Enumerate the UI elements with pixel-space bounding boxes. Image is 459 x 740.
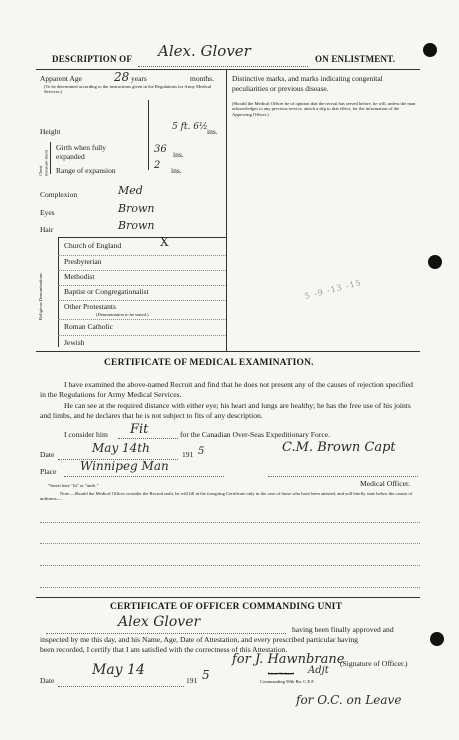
complexion-label: Complexion (40, 190, 78, 199)
range-ins: ins. (171, 166, 182, 175)
chest-group-label: Chest measure-ment (38, 149, 49, 176)
co-recruit-name: Alex Glover (118, 614, 201, 630)
religion-bracket (58, 237, 59, 347)
stamped-number: 5 -9 -13 -15 (303, 278, 363, 301)
religion-item: Baptist or Congregationalist (64, 287, 149, 296)
insert-note: *Insert here "fit" or "unfit." (48, 483, 99, 488)
religion-divider (58, 319, 226, 320)
co-year-prefix: 191 (186, 676, 198, 685)
unfitness-line (40, 522, 420, 523)
girth-ins: ins. (173, 150, 184, 159)
co-date-value: May 14 (92, 662, 145, 678)
medical-para-2: He can see at the required distance with either eye; his heart and lungs are healthy; he has the free use of his joints and limbs, and he declares that he is not subject to fits of any description. (40, 401, 411, 420)
medical-date-value: May 14th (92, 441, 150, 455)
header-name-line (138, 60, 308, 67)
unfitness-line (40, 543, 420, 544)
place-value: Winnipeg Man (80, 459, 169, 473)
place-label: Place (40, 467, 57, 476)
medical-date-label: Date (40, 450, 55, 459)
medical-year-prefix: 191 (182, 450, 194, 459)
height-value: 5 ft. 6½ (172, 122, 208, 132)
medical-officer-label: Medical Officer. (360, 479, 411, 488)
unfitness-line (40, 565, 420, 566)
medical-para-1: I have examined the above-named Recruit and find that he does not present any of the causes of rejection specified in the Regulations for Army Medical Services. (40, 380, 413, 399)
punch-hole-middle (428, 255, 442, 269)
height-ins: ins. (207, 127, 218, 136)
eyes-label: Eyes (40, 208, 55, 217)
header-title-left: DESCRIPTION OF (52, 54, 133, 64)
religion-item: Other Protestants (64, 302, 116, 311)
co-date-line (58, 680, 184, 687)
co-cert-title: CERTIFICATE OF OFFICER COMMANDING UNIT (110, 602, 343, 612)
religion-item: Methodist (64, 272, 95, 281)
co-rank-hand: Adjt (308, 665, 329, 676)
age-label: Apparent Age (40, 74, 82, 83)
co-rank-typed: Lieut-Colonel (268, 671, 294, 676)
mid-rule (36, 351, 420, 352)
religion-divider (58, 335, 226, 336)
punch-hole-bottom (430, 632, 444, 646)
girth-value: 36 (154, 144, 167, 155)
header-title-right: ON ENLISTMENT. (315, 54, 396, 64)
consider-suffix: for the Canadian Over-Seas Expeditionary Force. (180, 430, 330, 439)
top-rule (36, 69, 420, 70)
months-label: months. (190, 74, 214, 83)
unfitness-note: Note.—Should the Medical Officer consider the Recruit unfit, he will fill in the foregoing Certificate only in the case of those who have been attested, and will briefly state below the causes of unfitness:— (40, 491, 413, 502)
punch-hole-top (423, 43, 437, 57)
officer-sign-line (268, 470, 418, 477)
religion-divider (58, 300, 226, 301)
chest-bracket (50, 142, 51, 174)
religion-item: Church of England (64, 241, 122, 250)
unfitness-line (40, 587, 420, 588)
religion-divider (58, 285, 226, 286)
co-rule (36, 597, 420, 598)
girth-label: Girth when fully expanded (56, 143, 106, 161)
complexion-value: Med (118, 184, 143, 197)
co-text-3: been recorded, I certify that I am satisfied with the correctness of this Attestation. (40, 645, 288, 654)
co-unit-typed: Commanding 90th Bn. C.E.F. (260, 679, 315, 684)
consider-prefix: I consider him (64, 430, 108, 439)
co-text-1: having been finally approved and (292, 625, 394, 634)
range-label: Range of expansion (56, 166, 116, 175)
co-leave-note: for O.C. on Leave (296, 693, 402, 707)
age-value: 28 (114, 70, 130, 84)
eyes-value: Brown (118, 202, 155, 215)
years-label: years (131, 74, 147, 83)
age-note: (To be determined according to the instructions given in the Regulations for Army Medical Services.) (44, 84, 212, 95)
religion-item: Presbyterian (64, 257, 102, 266)
column-divider (226, 69, 227, 351)
hair-value: Brown (118, 219, 155, 232)
co-year-digit: 5 (202, 668, 210, 682)
religion-item: Jewish (64, 338, 85, 347)
religion-divider (58, 270, 226, 271)
religion-group-label: Religious Denominations (38, 273, 43, 321)
fitness-value: Fit (130, 422, 149, 437)
co-signature-label: (Signature of Officer.) (340, 659, 408, 668)
religion-top-rule (58, 237, 226, 238)
co-text-2: inspected by me this day, and his Name, Age, Date of Attestation, and every prescribed particular having (40, 635, 358, 644)
distinctive-marks-note: (Should the Medical Officer be of opinion that the recruit has served before, he will, unless the man acknowledges to any previous service, attach a slip to that effect, for the information of the Approving Officer.) (232, 101, 416, 117)
co-signature: for J. Hawnbrane (232, 652, 345, 667)
religion-divider (58, 255, 226, 256)
religion-item: Roman Catholic (64, 322, 113, 331)
hair-label: Hair (40, 225, 54, 234)
distinctive-marks-label: Distinctive marks, and marks indicating congenital peculiarities or previous disease. (232, 74, 383, 93)
height-label: Height (40, 127, 61, 136)
co-date-label: Date (40, 676, 55, 685)
medical-year-digit: 5 (198, 446, 205, 457)
other-protestants-note: (Denomination to be stated.) (96, 312, 149, 317)
medical-officer-signature: C.M. Brown Capt (282, 440, 396, 455)
recruit-name: Alex. Glover (158, 42, 251, 60)
church-of-england-mark: X (160, 235, 169, 249)
medical-cert-title: CERTIFICATE OF MEDICAL EXAMINATION. (104, 358, 314, 368)
measure-box-left (148, 100, 149, 170)
range-value: 2 (154, 160, 161, 171)
